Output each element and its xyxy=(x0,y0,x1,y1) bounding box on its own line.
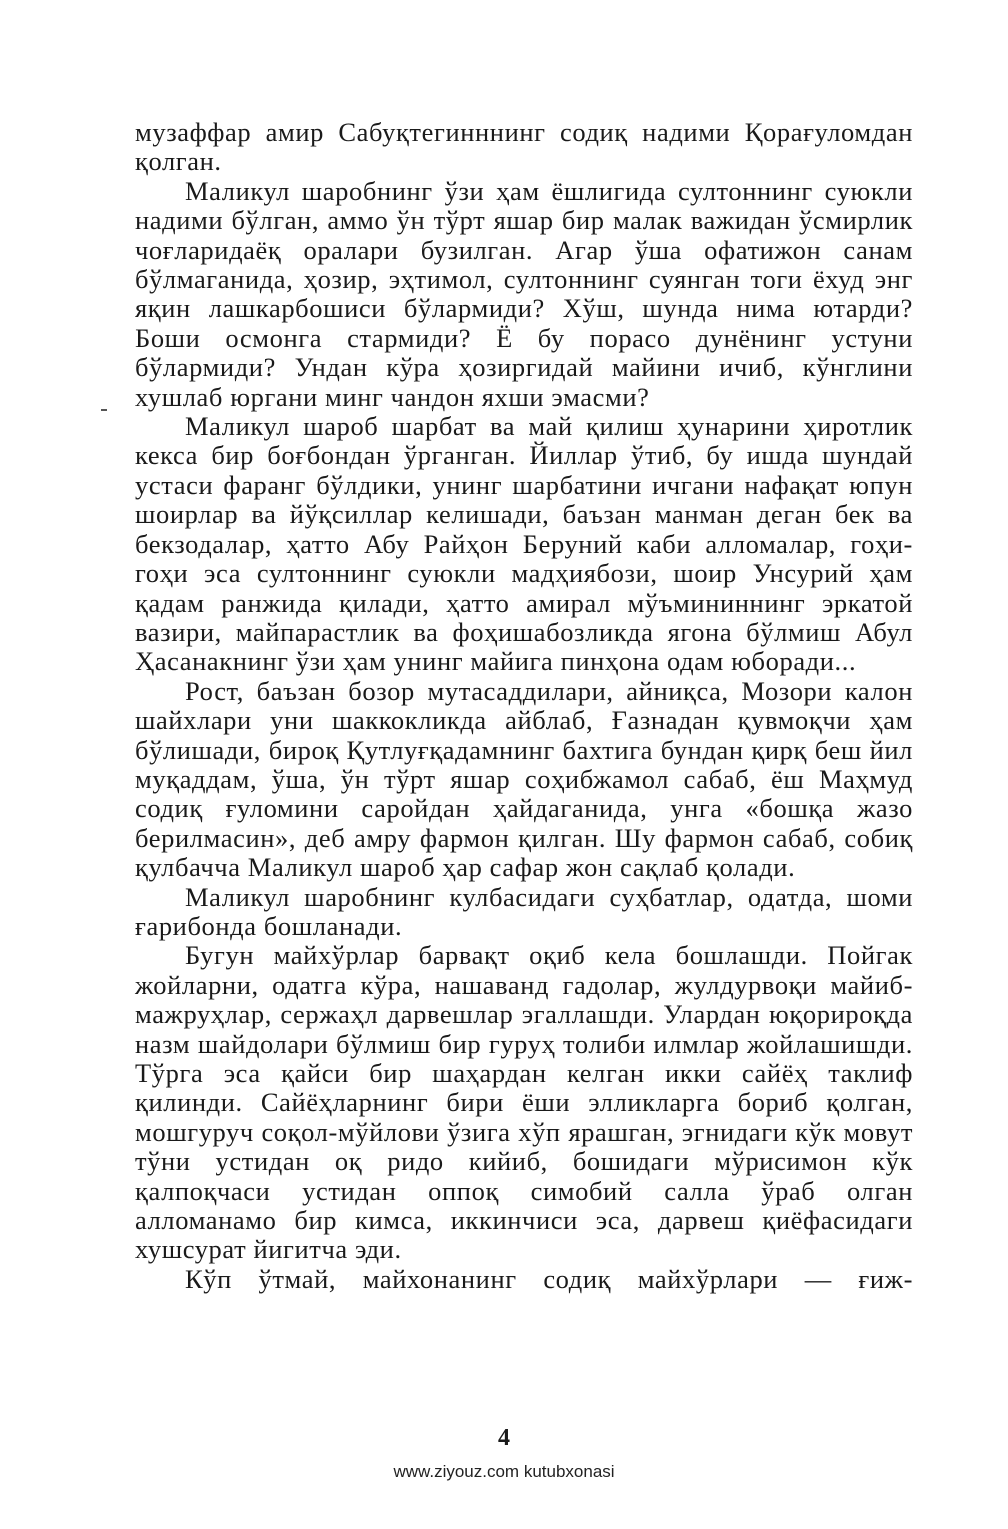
paragraph-continuation: музаффар амир Сабуқтегинннинг содиқ надими Қорағуломдан қолган. xyxy=(135,117,913,177)
paragraph: Рост, баъзан бозор мутасаддилари, айниқса, Мозори калон шайхлари уни шаккокликда айблаб, Ғазнадан қувмоқчи ҳам бўлишади, бироқ Қутлуғқадамнинг бахтига бундан қирқ беш йил муқаддам, ўша, ўн тўрт яшар соҳибжамол сабаб, ёш Маҳмуд содиқ ғуломини саройдан ҳайдаганида, унга «бошқа жазо берилмасин», деб амру фармон қилган. Шу фармон сабаб, собиқ қулбачча Маликул шароб ҳар сафар жон сақлаб қолади. xyxy=(135,675,913,883)
body-text xyxy=(135,118,913,1294)
margin-mark xyxy=(101,409,107,411)
page-number: 4 xyxy=(498,1425,510,1451)
paragraph: Бугун майхўрлар барвақт оқиб кела бошлашди. Пойгак жойларни, одатга кўра, нашаванд гадолар, жулдурвоқи майиб-мажруҳлар, сержаҳл дарвешлар эгаллашди. Улардан юқорироқда назм шайдолари бўлмиш бир гуруҳ толиби илмлар жойлашишди. Тўрга эса қайси бир шаҳардан келган икки сайёҳ таклиф қилинди. Сайёҳларнинг бири ёши элликларга бориб қолган, мошгуруч соқол-мўйлови ўзига хўп ярашган, эгнидаги кўк мовут тўни устидан оқ ридо кийиб, бошидаги мўрисимон кўк қалпоқчаси устидан оппоқ симобий салла ўраб олган алломанамо бир кимса, иккинчиси эса, дарвеш қиёфасидаги хушсурат йигитча эди. xyxy=(135,940,913,1265)
footer-website: www.ziyouz.com kutubxonasi xyxy=(393,1462,615,1481)
paragraph: Маликул шаробнинг кулбасидаги суҳбатлар, одатда, шоми ғарибонда бошланади. xyxy=(135,881,913,941)
paragraph: Кўп ўтмай, майхонанинг содиқ майхўрлари — ғиж- xyxy=(185,1263,913,1294)
paragraph: Маликул шароб шарбат ва май қилиш ҳунарини ҳиротлик кекса бир боғбондан ўрганган. Йиллар ўтиб, бу ишда шундай устаси фаранг бўлдики, унинг шарбатини ичгани нафақат юпун шоирлар ва йўқсиллар келишади, баъзан манман деган бек ва бекзодалар, ҳатто Абу Райҳон Беруний каби алломалар, гоҳи-гоҳи эса султоннинг суюкли мадҳиябози, шоир Унсурий ҳам қадам ранжида қилади, ҳатто амирал мўъмининнинг эркатой вазири, майпарастлик ва фоҳишабозликда ягона бўлмиш Абул Ҳасанакнинг ўзи ҳам унинг майига пинҳона одам юборади... xyxy=(135,411,913,677)
paragraph: Маликул шаробнинг ўзи ҳам ёшлигида султоннинг суюкли надими бўлган, аммо ўн тўрт яшар бир малак важидан ўсмирлик чоғларидаёқ оралари бузилган. Агар ўша офатижон санам бўлмаганида, ҳозир, эҳтимол, султоннинг суянган тоги ёхуд энг яқин лашкарбошиси бўлармиди? Хўш, шунда нима ютарди? Боши осмонга стармиди? Ё бу порасо дунёнинг устуни бўлармиди? Ундан кўра ҳозиргидай майини ичиб, кўнглини хушлаб юргани минг чандон яхши эмасми? xyxy=(135,175,913,412)
